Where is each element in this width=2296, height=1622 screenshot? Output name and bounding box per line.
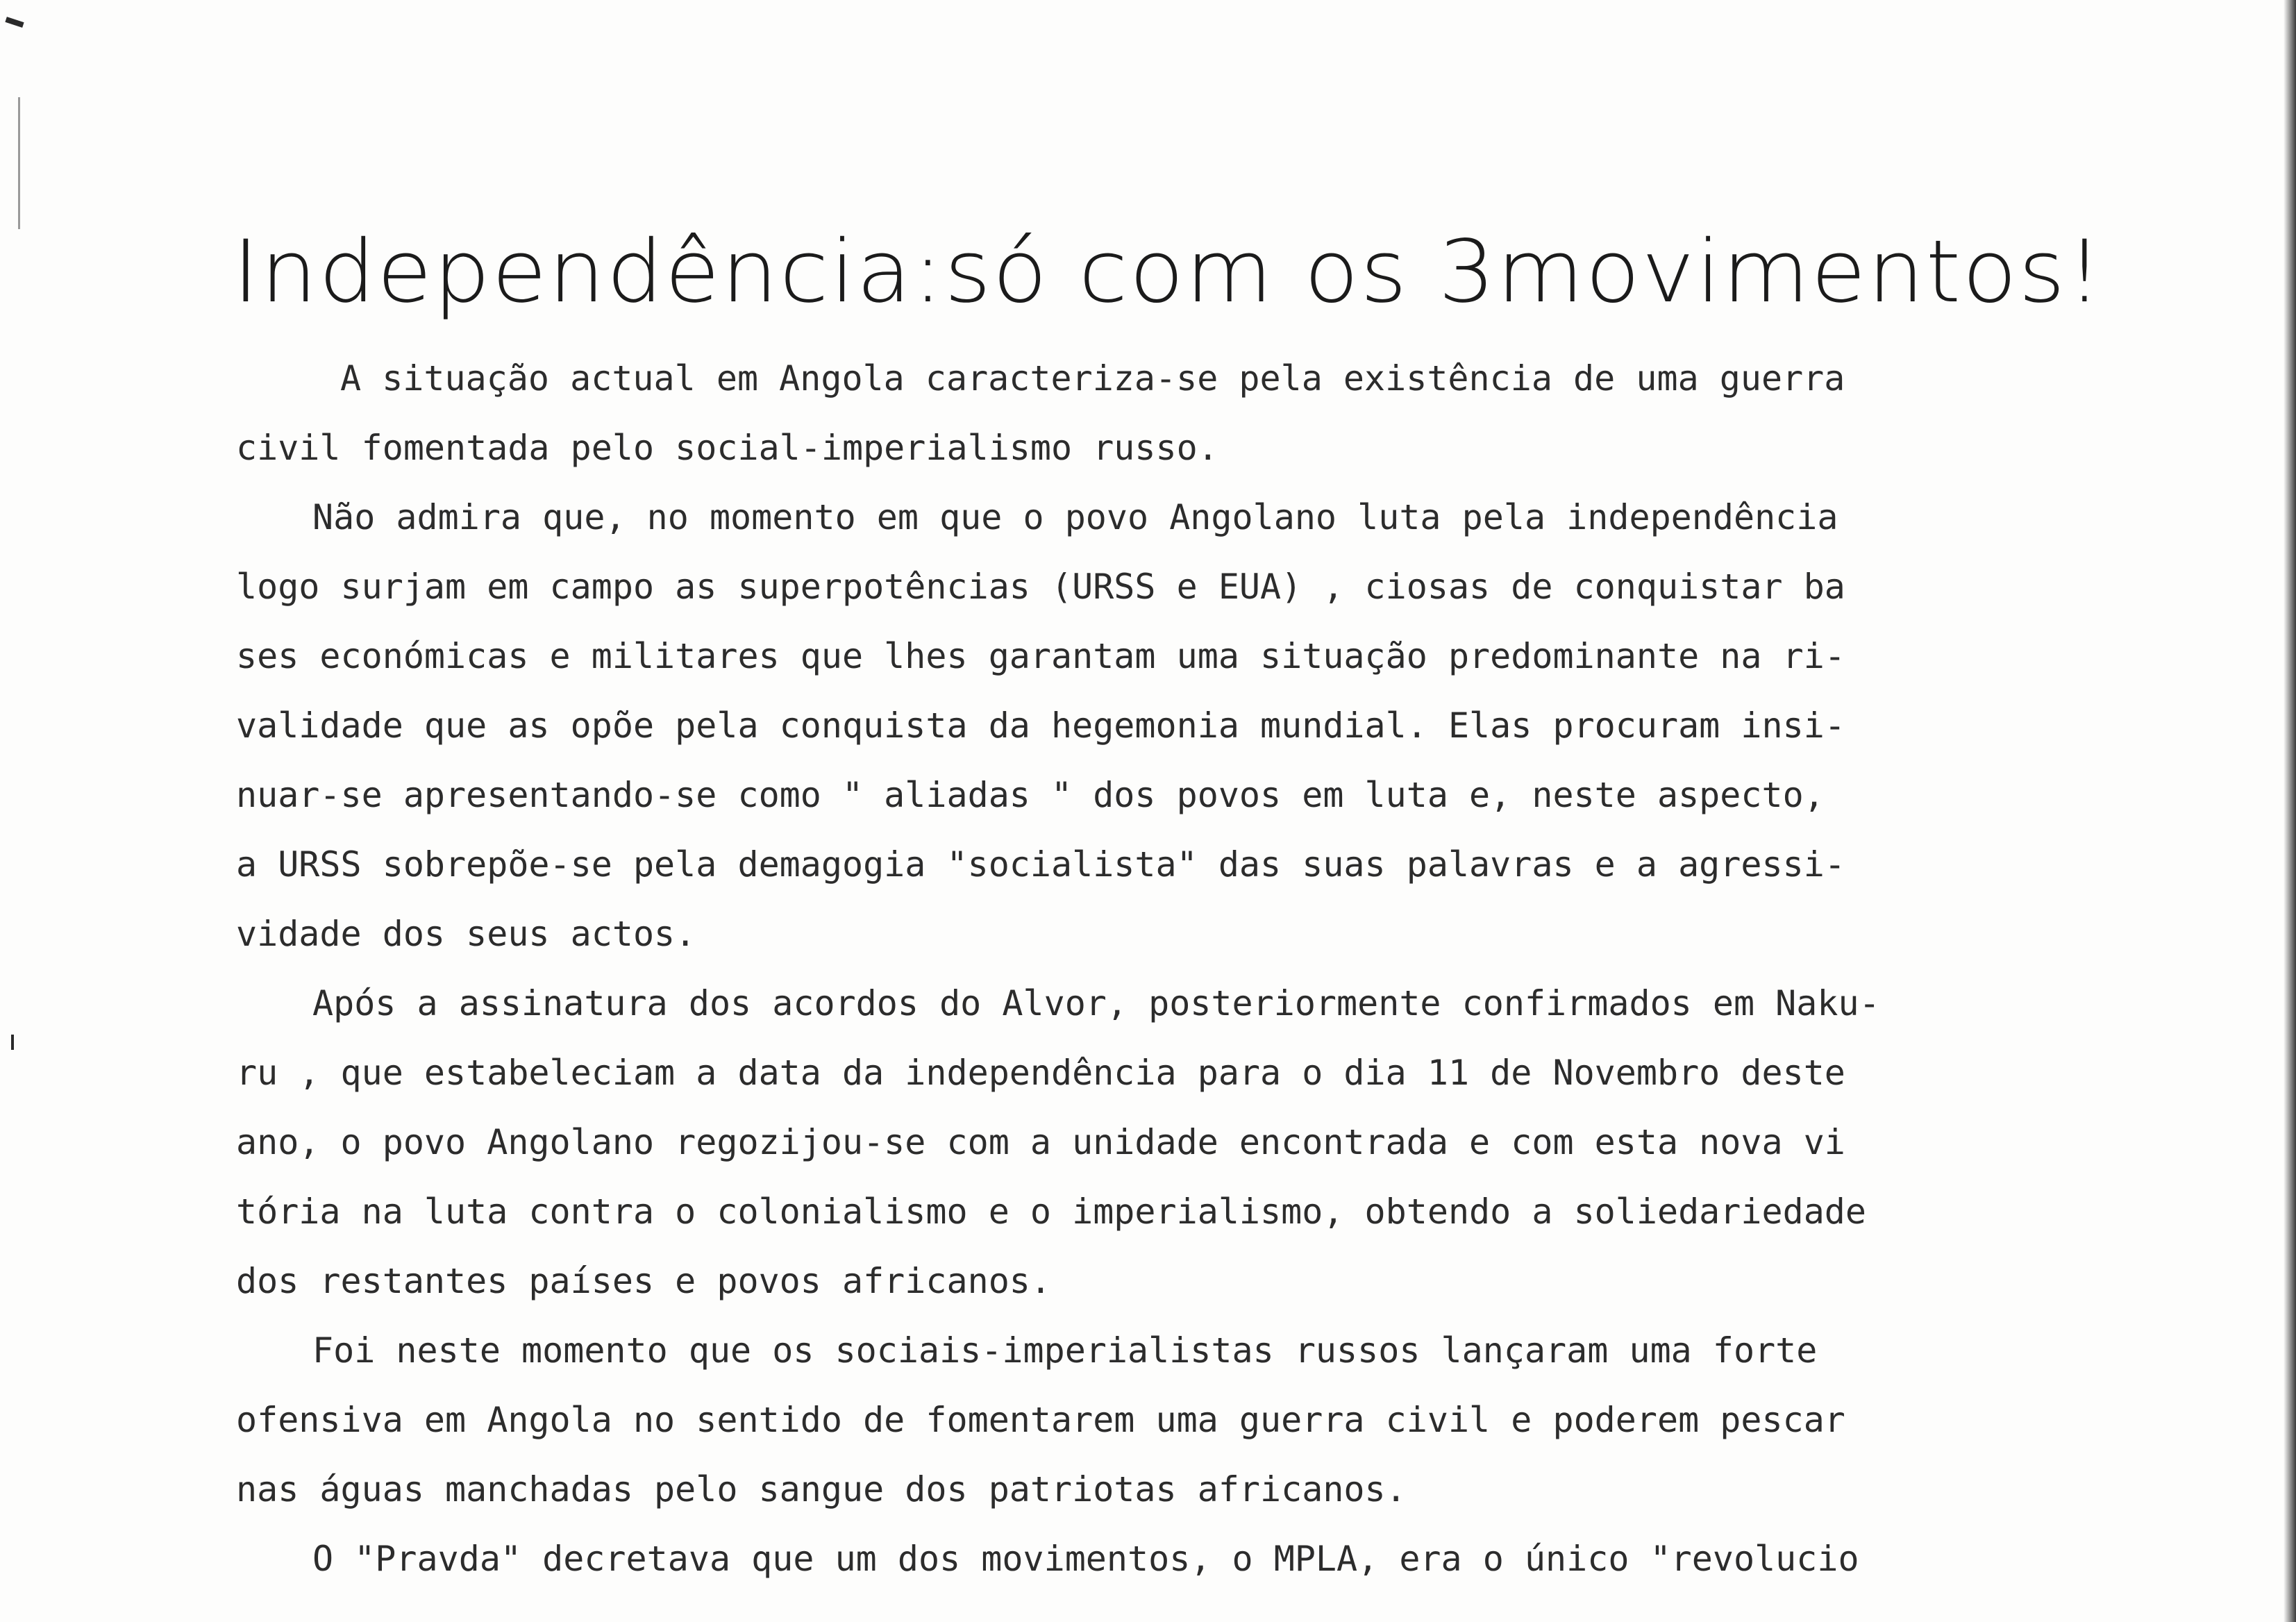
text-line: logo surjam em campo as superpotências (URSS e EUA) , ciosas de conquistar ba [236, 567, 1845, 607]
margin-tick-top [5, 17, 24, 28]
text-line: nuar-se apresentando-se como " aliadas " dos povos em luta e, neste aspecto, [236, 775, 1825, 815]
text-line: civil fomentada pelo social-imperialismo russo. [236, 428, 1218, 468]
text-line: ru , que estabeleciam a data da independência para o dia 11 de Novembro deste [236, 1053, 1845, 1093]
text-line: dos restantes países e povos africanos. [236, 1261, 1051, 1301]
text-line: ofensiva em Angola no sentido de fomentarem uma guerra civil e poderem pescar [236, 1400, 1845, 1440]
scan-edge [2284, 0, 2296, 1622]
document-title: Independência:só com os 3movimentos! [233, 222, 2104, 322]
text-line: vidade dos seus actos. [236, 914, 696, 954]
text-line: O "Pravda" decretava que um dos movimentos, o MPLA, era o único "revolucio [312, 1539, 1859, 1579]
margin-speck [18, 97, 20, 229]
text-line: ses económicas e militares que lhes garantam uma situação predominante na ri- [236, 636, 1845, 676]
text-line: Não admira que, no momento em que o povo Angolano luta pela independência [312, 497, 1838, 537]
text-line: a URSS sobrepõe-se pela demagogia "socialista" das suas palavras e a agressi- [236, 844, 1845, 885]
text-line: Foi neste momento que os sociais-imperialistas russos lançaram uma forte [312, 1330, 1818, 1371]
text-line: Após a assinatura dos acordos do Alvor, posteriormente confirmados em Naku- [312, 983, 1880, 1023]
document-body [236, 344, 2166, 1594]
text-line: nas águas manchadas pelo sangue dos patriotas africanos. [236, 1469, 1407, 1510]
margin-speck [11, 1035, 14, 1050]
text-line: A situação actual em Angola caracteriza-se pela existência de uma guerra [340, 358, 1845, 399]
text-line: tória na luta contra o colonialismo e o imperialismo, obtendo a soliedariedade [236, 1192, 1866, 1232]
text-line: ano, o povo Angolano regozijou-se com a unidade encontrada e com esta nova vi [236, 1122, 1845, 1162]
text-line: validade que as opõe pela conquista da hegemonia mundial. Elas procuram insi- [236, 705, 1845, 746]
